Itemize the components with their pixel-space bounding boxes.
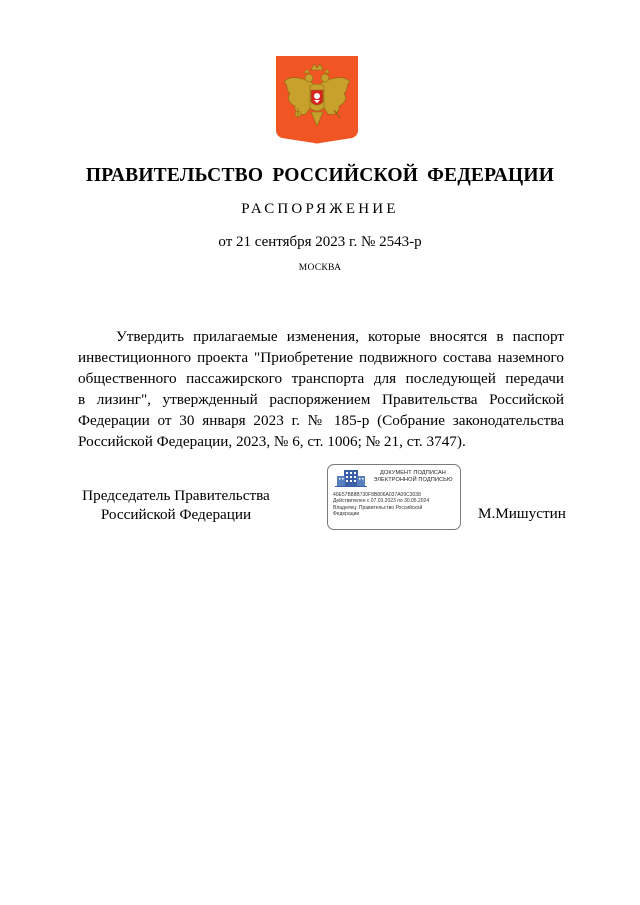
stamp-title-line: ЭЛЕКТРОННОЙ ПОДПИСЬЮ xyxy=(373,477,453,483)
order-text-line: Утвердить прилагаемые изменения, которые вносятся в паспорт xyxy=(116,328,564,345)
order-text xyxy=(78,326,564,452)
stamp-details xyxy=(333,492,459,517)
electronic-signature-stamp xyxy=(327,464,461,530)
stamp-validity: Действителен с 07.03.2023 по 30.05.2024 xyxy=(333,498,430,505)
coat-of-arms-icon xyxy=(276,56,358,144)
order-text-line: Федерации от 30 января 2023 г. № 185-р (Собрание законодательства xyxy=(78,412,564,429)
document-city: МОСКВА xyxy=(298,263,342,273)
signer-position xyxy=(78,486,274,524)
stamp-certificate: 40E57B88B730F8B806A037A09C3038 xyxy=(333,492,421,498)
stamp-title xyxy=(368,470,458,484)
document-date-number: от 21 сентября 2023 г. № 2543-р xyxy=(218,234,422,250)
signer-position-line: Председатель Правительства xyxy=(82,487,270,504)
order-text-line: общественного пассажирского транспорта для последующей передачи xyxy=(78,370,564,387)
government-building-icon xyxy=(335,469,367,487)
stamp-title-line: ДОКУМЕНТ ПОДПИСАН xyxy=(380,470,446,476)
document-type: РАСПОРЯЖЕНИЕ xyxy=(241,201,399,217)
government-title: ПРАВИТЕЛЬСТВО РОССИЙСКОЙ ФЕДЕРАЦИИ xyxy=(85,165,555,186)
signer-name: М.Мишустин xyxy=(478,505,566,522)
signer-position-line: Российской Федерации xyxy=(100,506,252,523)
stamp-owner-line: Федерации xyxy=(333,510,360,517)
stamp-owner-line: Владелец: Правительство Российской xyxy=(333,504,423,511)
order-text-line: инвестиционного проекта "Приобретение подвижного состава наземного xyxy=(78,349,564,366)
order-text-line: в лизинг", утвержденный распоряжением Правительства Российской xyxy=(78,391,564,408)
order-text-line: Российской Федерации, 2023, № 6, ст. 1006; № 21, ст. 3747). xyxy=(78,433,466,450)
